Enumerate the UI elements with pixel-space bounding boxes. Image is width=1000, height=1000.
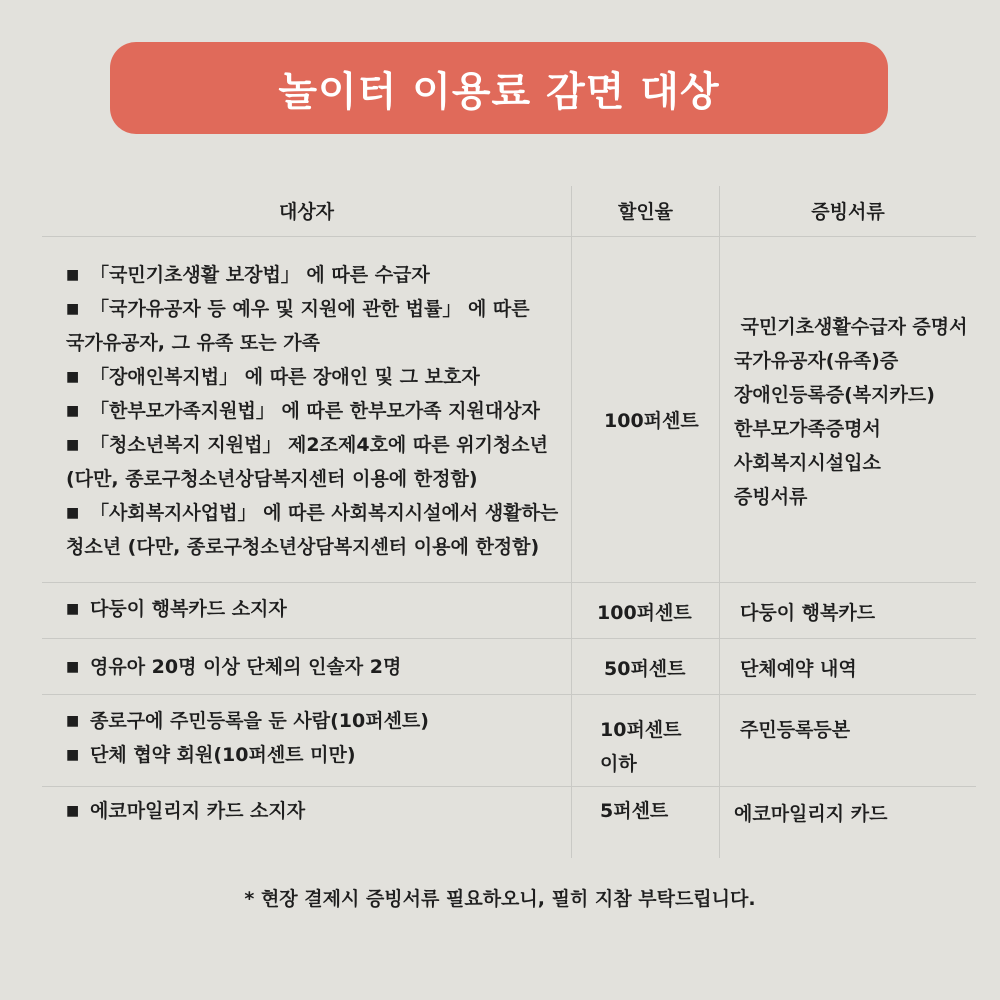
bullet-item — [66, 258, 558, 292]
title-banner — [110, 42, 888, 134]
bullet-item — [66, 394, 558, 428]
target-text: 「장애인복지법」 에 따른 장애인 및 그 보호자 — [90, 366, 480, 388]
document-text: 주민등록등본 — [740, 719, 851, 741]
header-documents: 증빙서류 — [811, 200, 885, 223]
bullet-icon: ■ — [66, 505, 80, 521]
target-text: 「사회복지사업법」 에 따른 사회복지시설에서 생활하는 — [90, 502, 559, 524]
page-title: 놀이터 이용료 감면 대상 — [278, 68, 720, 115]
row-divider — [42, 638, 976, 639]
bullet-item — [66, 650, 401, 684]
row-5-documents — [734, 797, 887, 831]
bullet-item — [66, 292, 558, 326]
bullet-icon: ■ — [66, 403, 80, 419]
column-divider — [719, 186, 720, 858]
bullet-icon: ■ — [66, 369, 80, 385]
rate-text: 50퍼센트 — [604, 658, 686, 680]
document-text: 다둥이 행복카드 — [740, 602, 876, 624]
bullet-item — [66, 738, 429, 772]
target-text: (다만, 종로구청소년상담복지센터 이용에 한정함) — [66, 468, 478, 490]
target-text: 영유아 20명 이상 단체의 인솔자 2명 — [90, 656, 402, 678]
document-text: 에코마일리지 카드 — [734, 803, 888, 825]
rate-text: 5퍼센트 — [600, 800, 669, 822]
footnote: * 현장 결제시 증빙서류 필요하오니, 필히 지참 부탁드립니다. — [244, 888, 756, 910]
rate-text: 10퍼센트 — [600, 719, 682, 741]
target-text: 종로구에 주민등록을 둔 사람(10퍼센트) — [90, 710, 429, 732]
bullet-item — [66, 496, 558, 530]
document-text: 사회복지시설입소 — [734, 452, 881, 474]
target-text: 에코마일리지 카드 소지자 — [90, 800, 306, 822]
row-2-documents — [740, 596, 875, 630]
bullet-continuation — [66, 462, 558, 496]
header-target: 대상자 — [278, 200, 335, 223]
bullet-icon: ■ — [66, 437, 80, 453]
target-text: 「국가유공자 등 예우 및 지원에 관한 법률」 에 따른 — [90, 298, 530, 320]
bullet-icon: ■ — [66, 601, 80, 617]
row-3-target — [66, 650, 401, 684]
target-text: 단체 협약 회원(10퍼센트 미만) — [90, 744, 356, 766]
row-divider — [42, 694, 976, 695]
row-1-documents — [734, 310, 967, 514]
column-divider — [571, 186, 572, 858]
bullet-item — [66, 794, 305, 828]
row-divider — [42, 236, 976, 237]
target-text: 「한부모가족지원법」 에 따른 한부모가족 지원대상자 — [90, 400, 540, 422]
row-divider — [42, 582, 976, 583]
header-rate: 할인율 — [617, 200, 674, 223]
row-1-rate — [604, 404, 699, 438]
bullet-icon: ■ — [66, 301, 80, 317]
rate-text: 100퍼센트 — [597, 602, 692, 624]
document-text: 국민기초생활수급자 증명서 — [734, 316, 968, 338]
row-1-target — [66, 258, 558, 564]
row-5-rate — [600, 794, 668, 828]
bullet-icon: ■ — [66, 803, 80, 819]
bullet-item — [66, 592, 287, 626]
document-text: 증빙서류 — [734, 486, 808, 508]
bullet-icon: ■ — [66, 713, 80, 729]
row-2-rate — [597, 596, 692, 630]
row-4-target — [66, 704, 429, 772]
row-3-rate — [604, 652, 686, 686]
row-2-target — [66, 592, 287, 626]
bullet-continuation — [66, 530, 558, 564]
row-4-documents — [740, 713, 850, 747]
target-text: 「국민기초생활 보장법」 에 따른 수급자 — [90, 264, 430, 286]
row-3-documents — [740, 652, 857, 686]
document-text: 국가유공자(유족)증 — [734, 350, 899, 372]
bullet-icon: ■ — [66, 659, 80, 675]
target-text: 다둥이 행복카드 소지자 — [90, 598, 287, 620]
bullet-icon: ■ — [66, 747, 80, 763]
row-4-rate — [600, 713, 682, 781]
bullet-item — [66, 360, 558, 394]
bullet-item — [66, 704, 429, 738]
rate-text: 100퍼센트 — [604, 410, 699, 432]
target-text: 청소년 (다만, 종로구청소년상담복지센터 이용에 한정함) — [66, 536, 540, 558]
target-text: 「청소년복지 지원법」 제2조제4호에 따른 위기청소년 — [90, 434, 548, 456]
document-text: 단체예약 내역 — [740, 658, 857, 680]
bullet-icon: ■ — [66, 267, 80, 283]
bullet-continuation — [66, 326, 558, 360]
rate-text: 이하 — [600, 753, 637, 775]
document-text: 장애인등록증(복지카드) — [734, 384, 935, 406]
target-text: 국가유공자, 그 유족 또는 가족 — [66, 332, 320, 354]
row-divider — [42, 786, 976, 787]
document-text: 한부모가족증명서 — [734, 418, 881, 440]
bullet-item — [66, 428, 558, 462]
row-5-target — [66, 794, 305, 828]
